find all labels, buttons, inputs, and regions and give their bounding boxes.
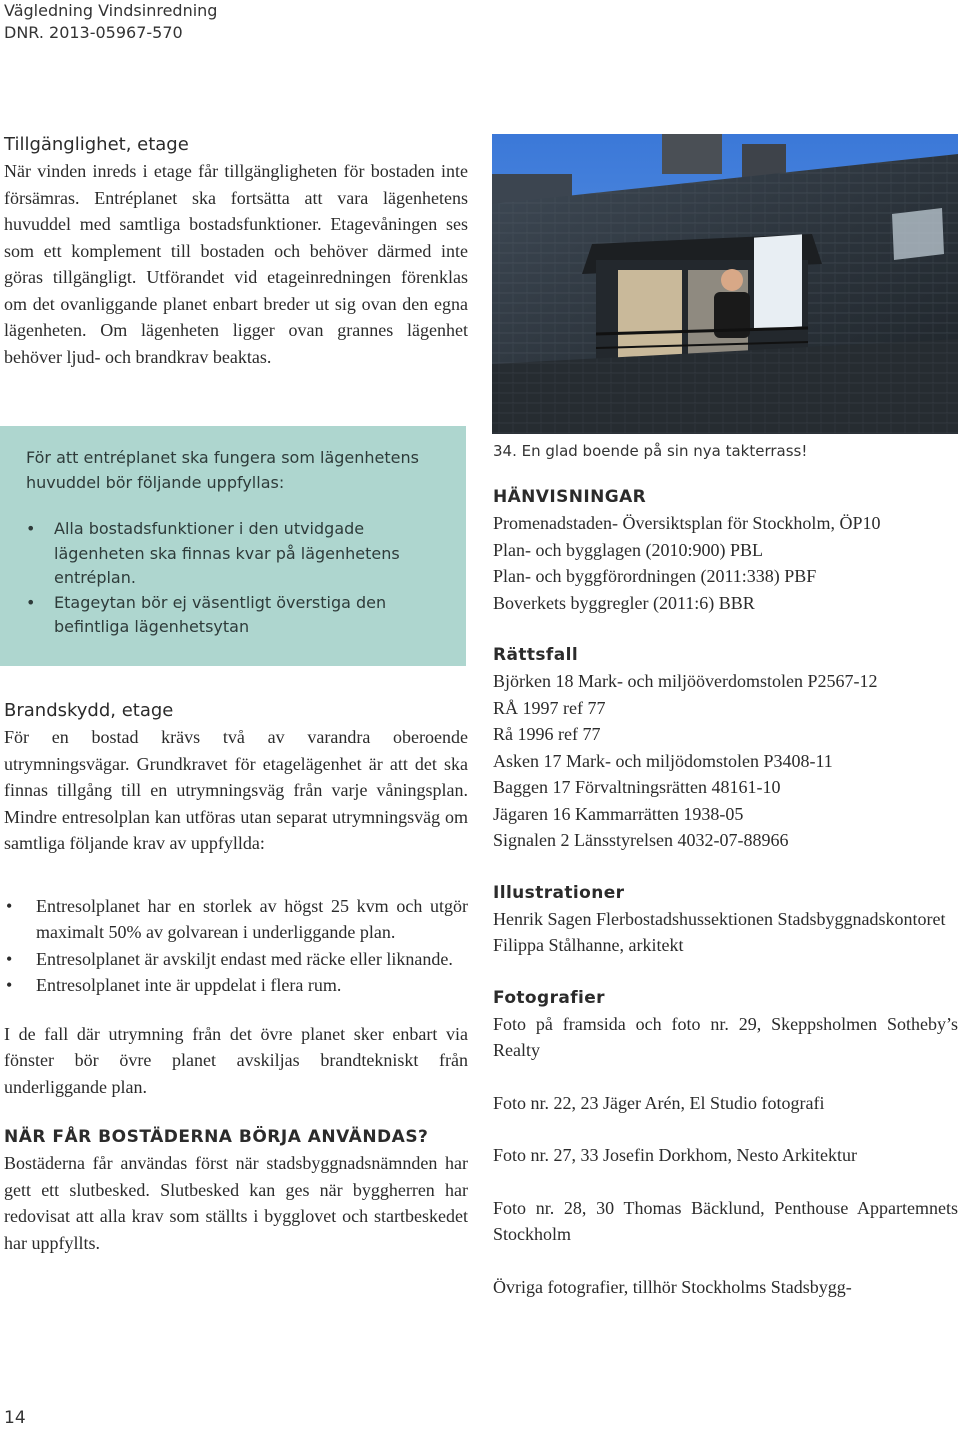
page-number: 14 [4, 1408, 26, 1428]
reference-item: Plan- och bygglagen (2010:900) PBL [493, 539, 763, 560]
case-item: Signalen 2 Länsstyrelsen 4032-07-88966 [493, 830, 789, 850]
document-header [4, 0, 217, 44]
heading-photos: Fotografier [493, 987, 605, 1008]
fire-list-item: • Entresolplanet inte är uppdelat i flera rum. [4, 972, 468, 999]
case-item: Rå 1996 ref 77 [493, 724, 601, 744]
case-item: Björken 18 Mark- och miljööverdomstolen P2567-12 [493, 671, 878, 691]
spacer [493, 616, 958, 642]
section-fire-safety [4, 698, 468, 1256]
heading-references: HÄNVISNINGAR [493, 487, 647, 507]
spacer [493, 854, 958, 880]
reference-item: Plan- och byggförordningen (2011:338) PBF [493, 566, 817, 586]
case-item: Jägaren 16 Kammarrätten 1938-05 [493, 803, 744, 824]
section-references [493, 484, 958, 1300]
paragraph-fire-safety: För en bostad krävs två av varandra oberoende utrymningsvägar. Grundkravet för etagelägenhet är att det ska finnas tillgång till en utrymningsväg från varje våningsplan. Mindre entresolplan kan utföras utan separat utrymningsväg om samtliga följande krav av uppfyllda: [4, 727, 468, 853]
photo-caption: 34. En glad boende på sin nya takterrass! [493, 442, 808, 460]
heading-accessibility: Tillgänglighet, etage [4, 134, 189, 155]
photo-credit: Foto nr. 27, 33 Josefin Dorkhom, Nesto Arkitektur [493, 1145, 857, 1165]
callout-item: • Etageytan bör ej väsentligt överstiga den befintliga lägenhetsytan [26, 591, 430, 640]
callout-box [0, 426, 466, 666]
paragraph-fire-safety-2: I de fall där utrymning från det övre planet sker enbart via fönster bör övre planet avskiljas brandtekniskt från underliggande plan. [4, 1023, 468, 1097]
header-dnr: DNR. 2013-05967-570 [4, 23, 183, 42]
photo-credit: Foto nr. 22, 23 Jäger Arén, El Studio fotografi [493, 1092, 825, 1113]
heading-fire-safety: Brandskydd, etage [4, 700, 174, 721]
fire-list [4, 893, 468, 999]
illustration-item: Henrik Sagen Flerbostadshussektionen Stadsbyggnadskontoret [493, 908, 946, 929]
fire-list-item: • Entresolplanet har en storlek av högst 25 kvm och utgör maximalt 50% av golvarean i underliggande plan. [4, 893, 468, 946]
paragraph-usage: Bostäderna får användas först när stadsbyggnadsnämnden har gett ett slutbesked. Slutbesked kan ges när byggherren har redovisat att alla krav som ställts i bygglovet och startbeskedet har uppfyllts. [4, 1153, 468, 1253]
case-item: Asken 17 Mark- och miljödomstolen P3408-11 [493, 750, 833, 771]
heading-usage: NÄR FÅR BOSTÄDERNA BÖRJA ANVÄNDAS? [4, 1127, 429, 1147]
heading-illustrations: Illustrationer [493, 882, 625, 903]
case-item: RÅ 1997 ref 77 [493, 697, 606, 718]
callout-item: • Alla bostadsfunktioner i den utvidgade lägenheten ska finnas kvar på lägenhetens entréplan. [26, 517, 430, 591]
paragraph-accessibility: När vinden inreds i etage får tillgängligheten för bostaden inte försämras. Entréplanet ska fortsätta att vara lägenhetens huvuddel med samtliga bostadsfunktioner. Etagevåningen ses som ett komplement till bostaden och behöver därmed inte göras tillgängligt. Utförandet vid etageinredningen förenklas om det ovanliggande planet enbart breder ut sig ovan den egna lägenheten. Om lägenheten ligger ovan grannes lägenhet behöver ljud- och brandkrav beaktas. [4, 161, 468, 367]
photo-credit: Foto på framsida och foto nr. 29, Skeppsholmen Sotheby’s Realty [493, 1013, 958, 1060]
spacer [493, 1248, 958, 1274]
spacer [493, 1116, 958, 1142]
spacer [493, 959, 958, 985]
rooftop-photo [492, 134, 958, 434]
section-accessibility [4, 132, 468, 370]
rooftop-photo-illustration [492, 134, 958, 434]
callout-list [26, 517, 430, 640]
case-item: Baggen 17 Förvaltningsrätten 48161-10 [493, 777, 781, 797]
reference-item: Boverkets byggregler (2011:6) BBR [493, 592, 755, 613]
header-title: Vägledning Vindsinredning [4, 1, 218, 20]
illustration-item: Filippa Stålhanne, arkitekt [493, 935, 684, 955]
photo-credit: Övriga fotografier, tillhör Stockholms Stadsbygg- [493, 1276, 852, 1297]
spacer [493, 1064, 958, 1090]
photo-credit: Foto nr. 28, 30 Thomas Bäcklund, Penthouse Appartemnets Stockholm [493, 1197, 958, 1244]
fire-list-item: • Entresolplanet är avskiljt endast med räcke eller liknande. [4, 946, 468, 973]
heading-cases: Rättsfall [493, 645, 579, 665]
callout-intro: För att entréplanet ska fungera som lägenhetens huvuddel bör följande uppfyllas: [26, 448, 419, 492]
reference-item: Promenadstaden- Översiktsplan för Stockholm, ÖP10 [493, 513, 881, 533]
spacer [493, 1169, 958, 1195]
